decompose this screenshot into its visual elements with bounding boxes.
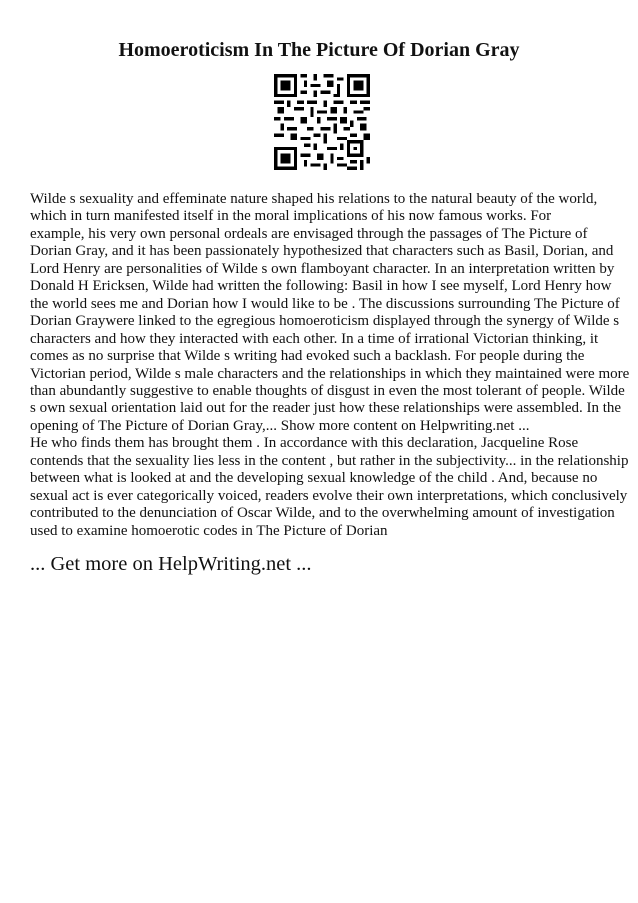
body-line: s own sexual orientation laid out for the reader just how these relationships were assembled. In the [30,400,622,417]
body-line: characters and how they interacted with each other. In a time of irrational Victorian thinking, it [30,330,599,347]
body-line: Dorian Gray, and it has been passionately hypothesized that characters such as Basil, Dorian, and [30,243,614,260]
get-more-link[interactable]: ... Get more on HelpWriting.net ... [30,553,312,575]
body-line: Dorian Graywere linked to the egregious homoeroticism displayed through the synergy of Wilde s [30,313,620,330]
qr-code-icon [274,74,370,170]
body-line: sexual act is ever categorically voiced, readers evolve their own interpretations, which conclusively [30,487,628,504]
body-line: than abundantly suggestive to enable thoughts of disgust in even the most tolerant of people. Wilde [30,382,625,399]
body-line: between what is looked at and the developing sexual knowledge of the child . And, because no [30,470,598,487]
body-line: Wilde s sexuality and effeminate nature shaped his relations to the natural beauty of the world, [30,191,598,207]
body-line: opening of The Picture of Dorian Gray,... Show more content on Helpwriting.net ... [30,417,530,434]
body-line: comes as no surprise that Wilde s writing had evoked such a backlash. For people during the [30,348,585,365]
body-line: Lord Henry are personalities of Wilde s own flamboyant character. In an interpretation written by [30,260,615,277]
body-line: example, his very own personal ordeals are envisaged through the passages of The Picture of [30,225,588,242]
body-line: contributed to the denunciation of Oscar Wilde, and to the overwhelming amount of investigation [30,505,615,522]
body-line: which in turn manifested itself in the moral implications of his now famous works. For [30,208,552,225]
body-text [30,191,630,540]
body-line: Donald H Ericksen, Wilde had written the following: Basil in how I see myself, Lord Henry how [30,278,612,295]
body-line: Victorian period, Wilde s male characters and the relationships in which they maintained were more [30,365,630,382]
body-line: the world sees me and Dorian how I would like to be . The discussions surrounding The Picture of [30,295,620,312]
document-title: Homoeroticism In The Picture Of Dorian Gray [118,39,520,61]
body-line: used to examine homoerotic codes in The Picture of Dorian [30,522,388,539]
body-line: contends that the sexuality lies less in the content , but rather in the subjectivity... in the relationship [30,452,629,469]
body-line: He who finds them has brought them . In accordance with this declaration, Jacqueline Rose [30,435,579,452]
